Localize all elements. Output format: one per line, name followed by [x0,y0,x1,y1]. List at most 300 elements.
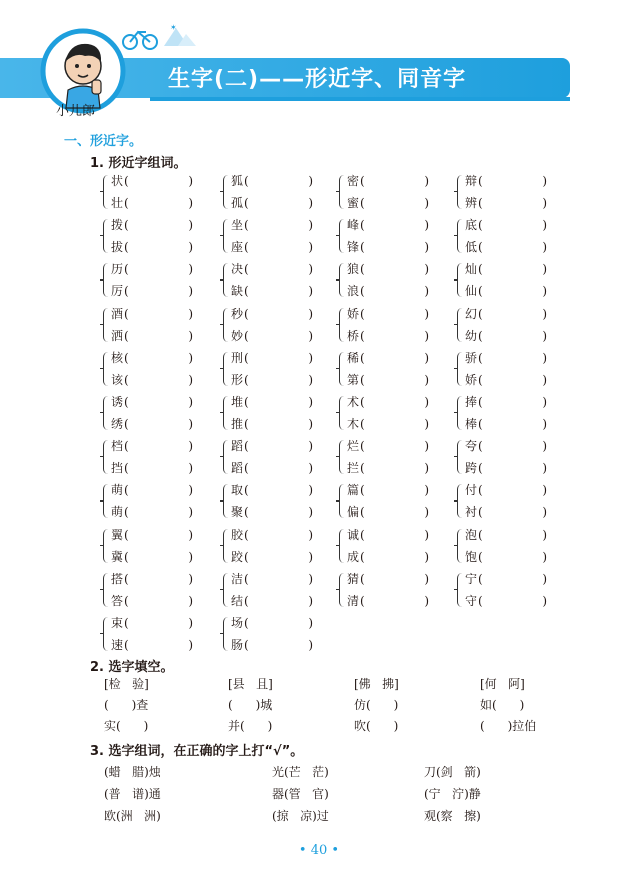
paren-open: ( [360,262,365,277]
word-pair [457,437,547,477]
paren-close: ) [424,417,429,431]
paren-open: ( [478,571,483,586]
brace-icon [339,484,345,518]
character: 搭 [111,571,124,586]
word-blank[interactable] [347,238,429,256]
fill-blank[interactable]: 吹( ) [354,719,399,733]
word-blank[interactable] [111,194,193,212]
brace-icon [103,617,109,651]
paren-open: ( [478,372,483,387]
word-blank[interactable] [111,437,193,455]
character: 辨 [465,196,478,210]
word-blank[interactable] [111,393,193,411]
word-blank[interactable] [347,172,429,190]
word-pair [457,172,547,212]
word-pair [457,526,547,566]
word-pair [103,526,193,566]
paren-open: ( [124,174,129,188]
word-pair [339,349,429,389]
paren-open: ( [244,350,249,365]
word-blank[interactable] [347,371,429,389]
word-blank[interactable] [465,305,547,323]
paren-close: ) [542,284,547,299]
word-blank[interactable] [465,548,547,566]
word-blank[interactable] [111,592,193,610]
paren-close: ) [542,549,547,564]
word-blank[interactable] [231,216,313,234]
word-blank[interactable] [465,172,547,190]
character: 妙 [231,328,244,343]
paren-open: ( [124,461,129,476]
paren-close: ) [424,350,429,365]
word-pair [103,172,193,212]
word-blank[interactable] [347,526,429,544]
word-blank[interactable] [231,393,313,411]
character: 骄 [465,350,478,365]
paren-open: ( [124,593,129,608]
paren-close: ) [424,571,429,586]
paren-open: ( [244,395,249,409]
paren-close: ) [188,395,193,409]
brace-icon [339,175,345,209]
paren-open: ( [244,262,249,277]
paren-close: ) [188,218,193,233]
word-blank[interactable] [465,327,547,345]
word-blank[interactable] [347,282,429,300]
word-blank[interactable] [465,503,547,521]
word-blank[interactable] [231,570,313,588]
character: 捧 [465,395,478,409]
character: 稀 [347,350,360,365]
word-blank[interactable] [465,349,547,367]
word-blank[interactable] [347,327,429,345]
word-blank[interactable] [111,238,193,256]
character: 底 [465,218,478,233]
character: 堆 [231,395,244,409]
word-blank[interactable] [465,238,547,256]
brace-icon [103,440,109,474]
paren-open: ( [478,284,483,299]
option-box: [何 阿] [480,677,525,691]
paren-close: ) [188,196,193,210]
character: 该 [111,372,124,387]
character: 历 [111,262,124,277]
word-pair [103,349,193,389]
paren-close: ) [424,593,429,608]
character: 峰 [347,218,360,233]
paren-close: ) [542,461,547,476]
word-blank[interactable] [231,503,313,521]
character: 肠 [231,638,244,652]
paren-close: ) [424,174,429,188]
word-pair [223,349,313,389]
brace-icon [223,263,229,297]
paren-close: ) [542,483,547,498]
paren-close: ) [188,527,193,542]
paren-open: ( [360,372,365,387]
paren-close: ) [308,593,313,608]
character: 锋 [347,240,360,255]
paren-open: ( [244,571,249,586]
character: 缺 [231,284,244,299]
paren-open: ( [478,218,483,233]
word-blank[interactable] [465,570,547,588]
character: 泡 [465,527,478,542]
paren-open: ( [244,593,249,608]
character: 核 [111,350,124,365]
character: 厉 [111,284,124,299]
character: 挡 [111,461,124,476]
tick-choice[interactable]: (普 谱)通 [104,787,161,801]
paren-open: ( [360,461,365,476]
brace-icon [457,352,463,386]
svg-text:✶: ✶ [170,23,177,32]
word-pair [223,614,313,654]
mascot-caption: 小儿郎 [56,104,96,119]
character: 诱 [111,395,124,409]
header-rule [150,97,570,101]
paren-open: ( [244,196,249,210]
paren-close: ) [424,549,429,564]
paren-close: ) [424,328,429,343]
paren-close: ) [542,571,547,586]
paren-close: ) [188,439,193,454]
character: 拨 [111,218,124,233]
character: 饱 [465,549,478,564]
word-blank[interactable] [347,481,429,499]
character: 诚 [347,527,360,542]
paren-open: ( [124,196,129,210]
word-blank[interactable] [111,172,193,190]
paren-close: ) [542,439,547,454]
tick-choice[interactable]: (宁 泞)静 [424,787,481,801]
character: 烂 [347,439,360,454]
character: 聚 [231,505,244,520]
character: 浪 [347,284,360,299]
paren-open: ( [478,350,483,365]
fill-blank[interactable]: ( )拉伯 [480,719,537,733]
character: 洒 [111,328,124,343]
paren-open: ( [244,328,249,343]
paren-close: ) [308,306,313,321]
word-blank[interactable] [231,459,313,477]
paren-open: ( [478,505,483,520]
paren-close: ) [308,505,313,520]
brace-icon [457,484,463,518]
brace-icon [223,573,229,607]
word-blank[interactable] [231,282,313,300]
brace-icon [103,396,109,430]
paren-open: ( [478,196,483,210]
word-blank[interactable] [465,481,547,499]
paren-close: ) [542,306,547,321]
word-blank[interactable] [231,194,313,212]
fill-blank[interactable]: ( )城 [228,698,273,712]
word-pair [103,216,193,256]
word-pair [339,393,429,433]
paren-open: ( [360,284,365,299]
character: 萌 [111,483,124,498]
paren-open: ( [244,483,249,498]
paren-close: ) [308,616,313,630]
paren-close: ) [188,350,193,365]
word-blank[interactable] [231,415,313,433]
paren-close: ) [188,284,193,299]
word-blank[interactable] [231,238,313,256]
paren-open: ( [244,505,249,520]
paren-open: ( [124,571,129,586]
word-pair [103,614,193,654]
paren-open: ( [244,306,249,321]
character: 低 [465,240,478,255]
word-blank[interactable] [347,592,429,610]
character: 坐 [231,218,244,233]
paren-close: ) [424,505,429,520]
fill-blank[interactable]: 如( ) [480,698,525,712]
paren-close: ) [188,240,193,255]
character: 狼 [347,262,360,277]
character: 场 [231,616,244,630]
paren-close: ) [424,439,429,454]
word-blank[interactable] [111,570,193,588]
word-blank[interactable] [231,614,313,632]
word-pair [339,526,429,566]
word-blank[interactable] [347,349,429,367]
paren-open: ( [124,395,129,409]
paren-open: ( [360,306,365,321]
brace-icon [339,263,345,297]
brace-icon [223,308,229,342]
character: 清 [347,593,360,608]
paren-open: ( [478,306,483,321]
tick-choice[interactable]: 观(察 擦) [424,809,481,823]
word-blank[interactable] [465,393,547,411]
character: 束 [111,616,124,630]
paren-close: ) [188,483,193,498]
paren-open: ( [124,417,129,431]
word-blank[interactable] [111,282,193,300]
character: 决 [231,262,244,277]
fill-blank[interactable]: 实( ) [104,719,149,733]
brace-icon [223,219,229,253]
word-pair [457,393,547,433]
word-blank[interactable] [347,459,429,477]
word-blank[interactable] [111,216,193,234]
word-blank[interactable] [111,481,193,499]
option-box: [佛 拂] [354,677,399,691]
word-blank[interactable] [465,459,547,477]
word-pair [223,172,313,212]
character: 衬 [465,505,478,520]
paren-close: ) [308,284,313,299]
character: 壮 [111,196,124,210]
option-box: [县 且] [228,677,273,691]
character: 座 [231,240,244,255]
word-blank[interactable] [231,437,313,455]
paren-open: ( [124,218,129,233]
word-blank[interactable] [231,260,313,278]
paren-close: ) [308,527,313,542]
word-blank[interactable] [111,327,193,345]
paren-close: ) [188,372,193,387]
word-blank[interactable] [111,349,193,367]
word-blank[interactable] [111,503,193,521]
paren-close: ) [308,417,313,431]
character: 娇 [347,306,360,321]
word-blank[interactable] [465,371,547,389]
paren-close: ) [188,549,193,564]
word-pair [223,260,313,300]
tick-choice[interactable]: 刀(剑 箭) [424,765,481,779]
paren-close: ) [308,483,313,498]
word-blank[interactable] [347,194,429,212]
fill-blank[interactable]: 仿( ) [354,698,399,712]
word-blank[interactable] [111,371,193,389]
word-blank[interactable] [111,305,193,323]
word-blank[interactable] [111,415,193,433]
word-blank[interactable] [111,459,193,477]
word-blank[interactable] [111,526,193,544]
fill-blank[interactable]: ( )查 [104,698,149,712]
word-blank[interactable] [347,305,429,323]
tick-choice[interactable]: 欧(洲 洲) [104,809,161,823]
word-blank[interactable] [111,548,193,566]
paren-open: ( [244,174,249,188]
paren-open: ( [360,417,365,431]
word-pair [457,260,547,300]
paren-close: ) [308,638,313,652]
word-blank[interactable] [231,548,313,566]
word-blank[interactable] [465,592,547,610]
brace-icon [223,617,229,651]
character: 狐 [231,174,244,188]
word-blank[interactable] [465,260,547,278]
word-blank[interactable] [231,636,313,654]
paren-close: ) [188,461,193,476]
paren-open: ( [244,616,249,630]
word-pair [223,481,313,521]
word-blank[interactable] [231,371,313,389]
word-blank[interactable] [465,282,547,300]
word-blank[interactable] [465,216,547,234]
word-pair [457,481,547,521]
character: 夸 [465,439,478,454]
word-blank[interactable] [231,526,313,544]
word-blank[interactable] [231,172,313,190]
paren-close: ) [542,240,547,255]
paren-open: ( [360,174,365,188]
paren-open: ( [124,372,129,387]
word-blank[interactable] [347,503,429,521]
word-blank[interactable] [347,260,429,278]
character: 娇 [465,372,478,387]
character: 宁 [465,571,478,586]
brace-icon [103,573,109,607]
word-blank[interactable] [347,570,429,588]
character: 木 [347,417,360,431]
paren-close: ) [424,240,429,255]
tick-choice[interactable]: (掠 凉)过 [272,809,329,823]
paren-close: ) [308,328,313,343]
word-pair [103,305,193,345]
word-blank[interactable] [465,415,547,433]
character: 胶 [231,527,244,542]
paren-close: ) [188,306,193,321]
paren-open: ( [478,262,483,277]
paren-close: ) [542,593,547,608]
brace-icon [223,529,229,563]
word-blank[interactable] [231,349,313,367]
paren-open: ( [360,328,365,343]
brace-icon [339,573,345,607]
word-blank[interactable] [465,194,547,212]
word-blank[interactable] [465,526,547,544]
word-blank[interactable] [231,305,313,323]
fill-blank[interactable]: 并( ) [228,719,273,733]
character: 档 [111,439,124,454]
paren-open: ( [124,240,129,255]
character: 棒 [465,417,478,431]
character: 状 [111,174,124,188]
word-blank[interactable] [111,614,193,632]
paren-close: ) [424,372,429,387]
word-blank[interactable] [347,548,429,566]
paren-open: ( [478,328,483,343]
section-1-title: 一、形近字。 [64,134,143,149]
word-pair [103,481,193,521]
word-blank[interactable] [231,592,313,610]
paren-open: ( [124,262,129,277]
word-pair [223,305,313,345]
word-pair [223,393,313,433]
paren-open: ( [360,571,365,586]
word-blank[interactable] [111,260,193,278]
paren-close: ) [424,461,429,476]
brace-icon [223,440,229,474]
brace-icon [339,396,345,430]
word-pair [339,260,429,300]
character: 桥 [347,328,360,343]
word-blank[interactable] [347,415,429,433]
paren-open: ( [124,439,129,454]
paren-open: ( [124,638,129,652]
paren-open: ( [244,527,249,542]
tick-choice[interactable]: 光(芒 茫) [272,765,329,779]
tick-choice[interactable]: 器(管 官) [272,787,329,801]
brace-icon [103,352,109,386]
word-blank[interactable] [347,393,429,411]
word-blank[interactable] [111,636,193,654]
brace-icon [103,263,109,297]
tick-choice[interactable]: (蜡 腊)烛 [104,765,161,779]
brace-icon [103,529,109,563]
word-blank[interactable] [231,481,313,499]
character: 幻 [465,306,478,321]
paren-close: ) [188,593,193,608]
character: 形 [231,372,244,387]
paren-close: ) [308,240,313,255]
word-blank[interactable] [347,437,429,455]
paren-close: ) [308,549,313,564]
word-blank[interactable] [347,216,429,234]
character: 蹈 [231,439,244,454]
word-blank[interactable] [231,327,313,345]
paren-open: ( [478,395,483,409]
brace-icon [103,484,109,518]
brace-icon [457,308,463,342]
word-pair [339,305,429,345]
word-blank[interactable] [465,437,547,455]
